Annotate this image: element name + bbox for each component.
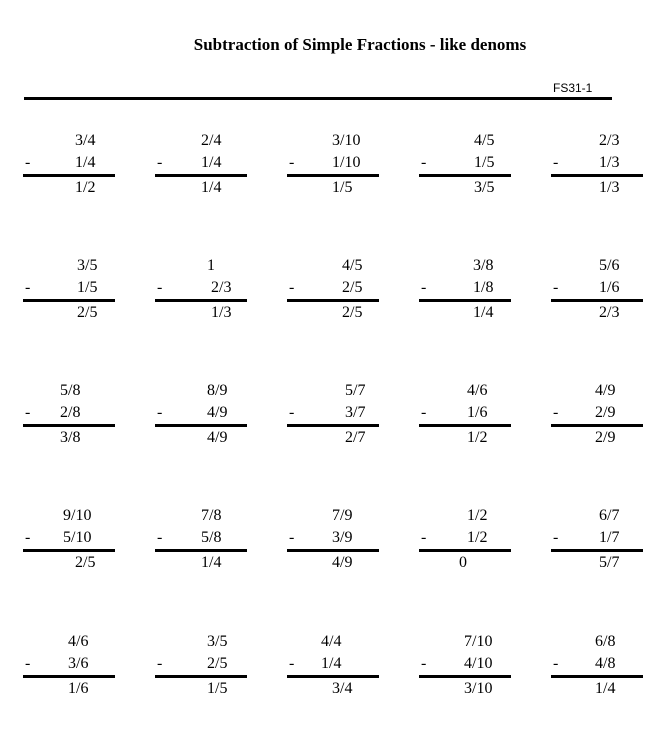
answer: 1/4 — [201, 179, 222, 196]
subtrahend: 5/10 — [63, 529, 92, 546]
minuend: 7/8 — [201, 507, 222, 524]
answer: 3/10 — [464, 680, 493, 697]
minus-sign: - — [25, 529, 31, 546]
minus-sign: - — [553, 154, 559, 171]
problem — [23, 507, 118, 577]
minus-sign: - — [25, 655, 31, 672]
problem-rule — [23, 549, 115, 552]
problem — [287, 132, 382, 202]
problem — [155, 507, 250, 577]
problem — [551, 382, 646, 452]
answer: 1/2 — [75, 179, 96, 196]
problem-rule — [551, 675, 643, 678]
answer: 2/5 — [342, 304, 363, 321]
answer: 1/4 — [201, 554, 222, 571]
minuend: 4/4 — [321, 633, 342, 650]
answer: 2/5 — [75, 554, 96, 571]
minus-sign: - — [157, 154, 163, 171]
minus-sign: - — [553, 529, 559, 546]
problem — [23, 132, 118, 202]
problem — [419, 257, 514, 327]
problem — [419, 507, 514, 577]
answer: 1/4 — [595, 680, 616, 697]
answer: 3/4 — [332, 680, 353, 697]
problem — [551, 257, 646, 327]
problem-rule — [23, 675, 115, 678]
answer: 2/3 — [599, 304, 620, 321]
minuend: 2/4 — [201, 132, 222, 149]
minuend: 9/10 — [63, 507, 92, 524]
minus-sign: - — [25, 154, 31, 171]
problem-rule — [551, 299, 643, 302]
subtrahend: 1/3 — [599, 154, 620, 171]
minus-sign: - — [289, 154, 295, 171]
minuend: 7/9 — [332, 507, 353, 524]
subtrahend: 1/4 — [75, 154, 96, 171]
problem-rule — [287, 549, 379, 552]
answer: 2/9 — [595, 429, 616, 446]
subtrahend: 3/7 — [345, 404, 366, 421]
problem — [551, 633, 646, 703]
minus-sign: - — [421, 529, 427, 546]
answer: 1/3 — [211, 304, 232, 321]
problem-rule — [419, 174, 511, 177]
subtrahend: 4/10 — [464, 655, 493, 672]
subtrahend: 1/4 — [321, 655, 342, 672]
problem — [287, 382, 382, 452]
minus-sign: - — [25, 279, 31, 296]
problem-rule — [419, 424, 511, 427]
problem-rule — [287, 675, 379, 678]
minus-sign: - — [421, 404, 427, 421]
problem — [155, 257, 250, 327]
problem-rule — [23, 299, 115, 302]
answer: 1/2 — [467, 429, 488, 446]
answer: 4/9 — [207, 429, 228, 446]
problem-rule — [287, 299, 379, 302]
subtrahend: 2/9 — [595, 404, 616, 421]
minuend: 3/5 — [207, 633, 228, 650]
subtrahend: 2/5 — [207, 655, 228, 672]
subtrahend: 1/2 — [467, 529, 488, 546]
subtrahend: 1/6 — [467, 404, 488, 421]
answer: 1/3 — [599, 179, 620, 196]
problem-rule — [23, 174, 115, 177]
problem-rule — [23, 424, 115, 427]
minus-sign: - — [421, 655, 427, 672]
problem — [23, 633, 118, 703]
minus-sign: - — [157, 404, 163, 421]
minuend: 1 — [207, 257, 215, 274]
subtrahend: 3/6 — [68, 655, 89, 672]
answer: 2/5 — [77, 304, 98, 321]
minus-sign: - — [157, 655, 163, 672]
answer: 1/5 — [207, 680, 228, 697]
minus-sign: - — [157, 529, 163, 546]
minus-sign: - — [25, 404, 31, 421]
answer: 0 — [459, 554, 467, 571]
worksheet-code: FS31-1 — [553, 81, 593, 95]
subtrahend: 2/5 — [342, 279, 363, 296]
problem-rule — [155, 424, 247, 427]
problem-rule — [155, 675, 247, 678]
minuend: 5/8 — [60, 382, 81, 399]
minuend: 1/2 — [467, 507, 488, 524]
problem — [287, 507, 382, 577]
minuend: 4/9 — [595, 382, 616, 399]
minuend: 4/6 — [467, 382, 488, 399]
minus-sign: - — [553, 404, 559, 421]
problem-rule — [419, 675, 511, 678]
problem — [155, 633, 250, 703]
minuend: 4/6 — [68, 633, 89, 650]
problem — [551, 507, 646, 577]
answer: 1/4 — [473, 304, 494, 321]
subtrahend: 1/7 — [599, 529, 620, 546]
minuend: 4/5 — [342, 257, 363, 274]
answer: 1/6 — [68, 680, 89, 697]
subtrahend: 1/4 — [201, 154, 222, 171]
minuend: 5/6 — [599, 257, 620, 274]
problem-rule — [551, 424, 643, 427]
minus-sign: - — [289, 404, 295, 421]
answer: 2/7 — [345, 429, 366, 446]
minuend: 3/8 — [473, 257, 494, 274]
problem-rule — [155, 299, 247, 302]
problem-rule — [155, 174, 247, 177]
subtrahend: 1/8 — [473, 279, 494, 296]
subtrahend: 1/10 — [332, 154, 361, 171]
subtrahend: 1/6 — [599, 279, 620, 296]
minuend: 6/7 — [599, 507, 620, 524]
problem — [287, 633, 382, 703]
subtrahend: 1/5 — [474, 154, 495, 171]
minuend: 6/8 — [595, 633, 616, 650]
answer: 1/5 — [332, 179, 353, 196]
worksheet-title: Subtraction of Simple Fractions - like denoms — [193, 35, 527, 54]
minus-sign: - — [289, 279, 295, 296]
problem-rule — [287, 174, 379, 177]
subtrahend: 4/9 — [207, 404, 228, 421]
problem — [155, 132, 250, 202]
minuend: 5/7 — [345, 382, 366, 399]
problem — [23, 257, 118, 327]
problem — [551, 132, 646, 202]
subtrahend: 4/8 — [595, 655, 616, 672]
problem-rule — [155, 549, 247, 552]
minus-sign: - — [421, 279, 427, 296]
minuend: 8/9 — [207, 382, 228, 399]
problem — [419, 132, 514, 202]
minuend: 3/10 — [332, 132, 361, 149]
minus-sign: - — [553, 279, 559, 296]
problem — [287, 257, 382, 327]
subtrahend: 5/8 — [201, 529, 222, 546]
minus-sign: - — [553, 655, 559, 672]
problem — [419, 633, 514, 703]
minuend: 2/3 — [599, 132, 620, 149]
minuend: 7/10 — [464, 633, 493, 650]
problem-rule — [551, 174, 643, 177]
minuend: 4/5 — [474, 132, 495, 149]
subtrahend: 2/3 — [211, 279, 232, 296]
answer: 3/8 — [60, 429, 81, 446]
problem — [155, 382, 250, 452]
problem-rule — [287, 424, 379, 427]
problem-rule — [419, 299, 511, 302]
subtrahend: 2/8 — [60, 404, 81, 421]
minuend: 3/4 — [75, 132, 96, 149]
minuend: 3/5 — [77, 257, 98, 274]
subtrahend: 3/9 — [332, 529, 353, 546]
answer: 4/9 — [332, 554, 353, 571]
problem-rule — [419, 549, 511, 552]
answer: 3/5 — [474, 179, 495, 196]
subtrahend: 1/5 — [77, 279, 98, 296]
minus-sign: - — [289, 529, 295, 546]
minus-sign: - — [289, 655, 295, 672]
problem — [419, 382, 514, 452]
answer: 5/7 — [599, 554, 620, 571]
problem — [23, 382, 118, 452]
minus-sign: - — [157, 279, 163, 296]
minus-sign: - — [421, 154, 427, 171]
problem-rule — [551, 549, 643, 552]
